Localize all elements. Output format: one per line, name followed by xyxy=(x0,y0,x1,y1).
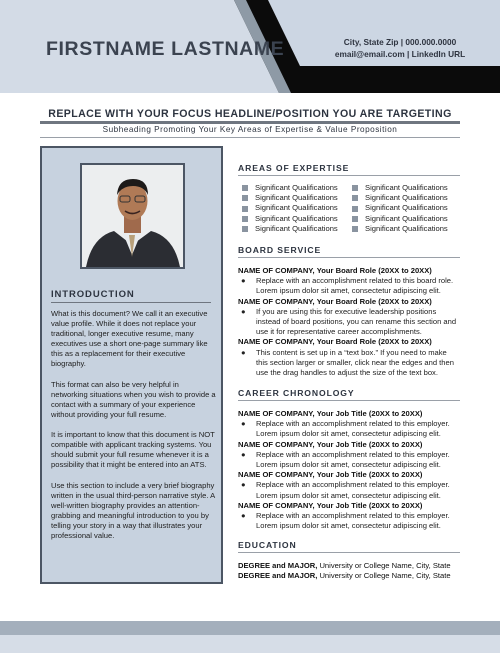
qualification-item: Significant Qualifications xyxy=(242,183,352,193)
job-entry-heading: NAME OF COMPANY, Your Job Title (20XX to 20XX) xyxy=(238,439,423,449)
qualifications-grid xyxy=(242,183,462,234)
job-entry-heading: NAME OF COMPANY, Your Job Title (20XX to 20XX) xyxy=(238,470,423,480)
qualifications-column-2 xyxy=(352,183,462,234)
square-bullet-icon xyxy=(352,216,358,222)
education-title: EDUCATION xyxy=(238,540,297,550)
education-section xyxy=(238,540,460,581)
square-bullet-icon xyxy=(242,216,248,222)
footer-dark-stripe xyxy=(0,621,500,635)
bullet-dot-icon: ● xyxy=(241,347,246,357)
expertise-divider xyxy=(238,175,460,176)
contact-line-2: email@email.com | LinkedIn URL xyxy=(334,49,466,59)
header-band xyxy=(0,0,500,93)
expertise-title: AREAS OF EXPERTISE xyxy=(238,163,350,173)
square-bullet-icon xyxy=(352,195,358,201)
qualification-item: Significant Qualifications xyxy=(352,224,462,234)
intro-paragraph: What is this document? We call it an executive value profile. While it does not replace your traditional, longer executive resume, many executives use a short one-page summary like this as a replacement for their executive biography. xyxy=(51,309,208,369)
career-chronology-section xyxy=(238,388,460,531)
board-entry-heading: NAME OF COMPANY, Your Board Role (20XX to 20XX) xyxy=(238,337,432,347)
square-bullet-icon xyxy=(242,185,248,191)
candidate-name: FIRSTNAME LASTNAME xyxy=(46,38,285,60)
career-chronology-title: CAREER CHRONOLOGY xyxy=(238,388,355,398)
square-bullet-icon xyxy=(352,206,358,212)
qualification-item: Significant Qualifications xyxy=(242,193,352,203)
contact-line-1: City, State Zip | 000.000.0000 xyxy=(343,37,457,47)
introduction-divider xyxy=(51,302,211,303)
qualification-item: Significant Qualifications xyxy=(242,214,352,224)
square-bullet-icon xyxy=(242,226,248,232)
introduction-title: INTRODUCTION xyxy=(51,289,135,300)
board-entry-heading: NAME OF COMPANY, Your Board Role (20XX to 20XX) xyxy=(238,296,432,306)
subheading-divider xyxy=(40,137,460,138)
bullet-dot-icon: ● xyxy=(241,511,246,521)
contact-info xyxy=(330,36,470,60)
profile-photo xyxy=(80,163,185,269)
job-accomplishment: ● Replace with an accomplishment related to this employer. Lorem ipsum dolor sit amet, consectetur adipiscing elit. xyxy=(241,449,450,470)
footer-light-stripe xyxy=(0,635,500,653)
education-entry: DEGREE and MAJOR, University or College Name, City, State xyxy=(238,571,451,581)
qualifications-column-1 xyxy=(242,183,352,234)
square-bullet-icon xyxy=(352,185,358,191)
footer-band xyxy=(0,621,500,653)
qualification-item: Significant Qualifications xyxy=(242,224,352,234)
job-accomplishment: ● Replace with an accomplishment related to this employer. Lorem ipsum dolor sit amet, consectetur adipiscing elit. xyxy=(241,511,450,531)
subheading: Subheading Promoting Your Key Areas of Expertise & Value Proposition xyxy=(102,125,398,134)
board-accomplishment: ● If you are using this for executive leadership positions instead of board positions, you can rename this section and use it for representative career accomplishments. xyxy=(241,306,457,337)
bullet-dot-icon: ● xyxy=(241,449,246,459)
job-accomplishment: ● Replace with an accomplishment related to this employer. Lorem ipsum dolor sit amet, consectetur adipiscing elit. xyxy=(241,419,450,439)
qualification-item: Significant Qualifications xyxy=(242,203,352,213)
introduction-sidebar xyxy=(40,146,223,584)
board-accomplishment: ● This content is set up in a “text box.” If you need to make this section larger or smaller, click near the edges and then use the drag handles to adjust the size of the text box. xyxy=(241,347,454,378)
intro-paragraph: This format can also be very helpful in networking situations when you wish to provide a contact with a summary of your experience without providing your full resume. xyxy=(51,379,216,419)
square-bullet-icon xyxy=(352,226,358,232)
square-bullet-icon xyxy=(242,206,248,212)
board-accomplishment: ● Replace with an accomplishment related to this board role. Lorem ipsum dolor sit amet, consectetur adipiscing elit. xyxy=(241,276,454,296)
job-entry-heading: NAME OF COMPANY, Your Job Title (20XX to 20XX) xyxy=(238,409,423,418)
expertise-section xyxy=(238,163,460,176)
qualification-item: Significant Qualifications xyxy=(352,193,462,203)
job-accomplishment: ● Replace with an accomplishment related to this employer. Lorem ipsum dolor sit amet, consectetur adipiscing elit. xyxy=(241,480,450,500)
focus-headline: REPLACE WITH YOUR FOCUS HEADLINE/POSITION YOU ARE TARGETING xyxy=(48,108,452,120)
qualification-item: Significant Qualifications xyxy=(352,214,462,224)
intro-paragraph: Use this section to include a very brief biography written in the usual third-person narrative style. A well-written biography provides an attention-grabbing and meaningful introduction to you by telling your story in a way that illustrates your professional value. xyxy=(51,480,215,541)
introduction-text xyxy=(51,309,216,551)
headline-divider xyxy=(40,121,460,124)
intro-paragraph: It is important to know that this document is NOT compatible with applicant tracking systems. You should submit your full resume whenever it is a possibility that it might be entered into an ATS. xyxy=(51,430,215,470)
education-entry: DEGREE and MAJOR, University or College Name, City, State xyxy=(238,561,451,570)
qualification-item: Significant Qualifications xyxy=(352,183,462,193)
bullet-dot-icon: ● xyxy=(241,306,246,316)
square-bullet-icon xyxy=(242,195,248,201)
job-entry-heading: NAME OF COMPANY, Your Job Title (20XX to 20XX) xyxy=(238,500,423,510)
bullet-dot-icon: ● xyxy=(241,480,246,490)
board-service-title: BOARD SERVICE xyxy=(238,245,322,255)
board-service-section xyxy=(238,245,460,378)
portrait-image xyxy=(82,165,183,267)
board-entry-heading: NAME OF COMPANY, Your Board Role (20XX to 20XX) xyxy=(238,266,432,275)
qualification-item: Significant Qualifications xyxy=(352,203,462,213)
bullet-dot-icon: ● xyxy=(241,419,246,429)
bullet-dot-icon: ● xyxy=(241,276,246,286)
